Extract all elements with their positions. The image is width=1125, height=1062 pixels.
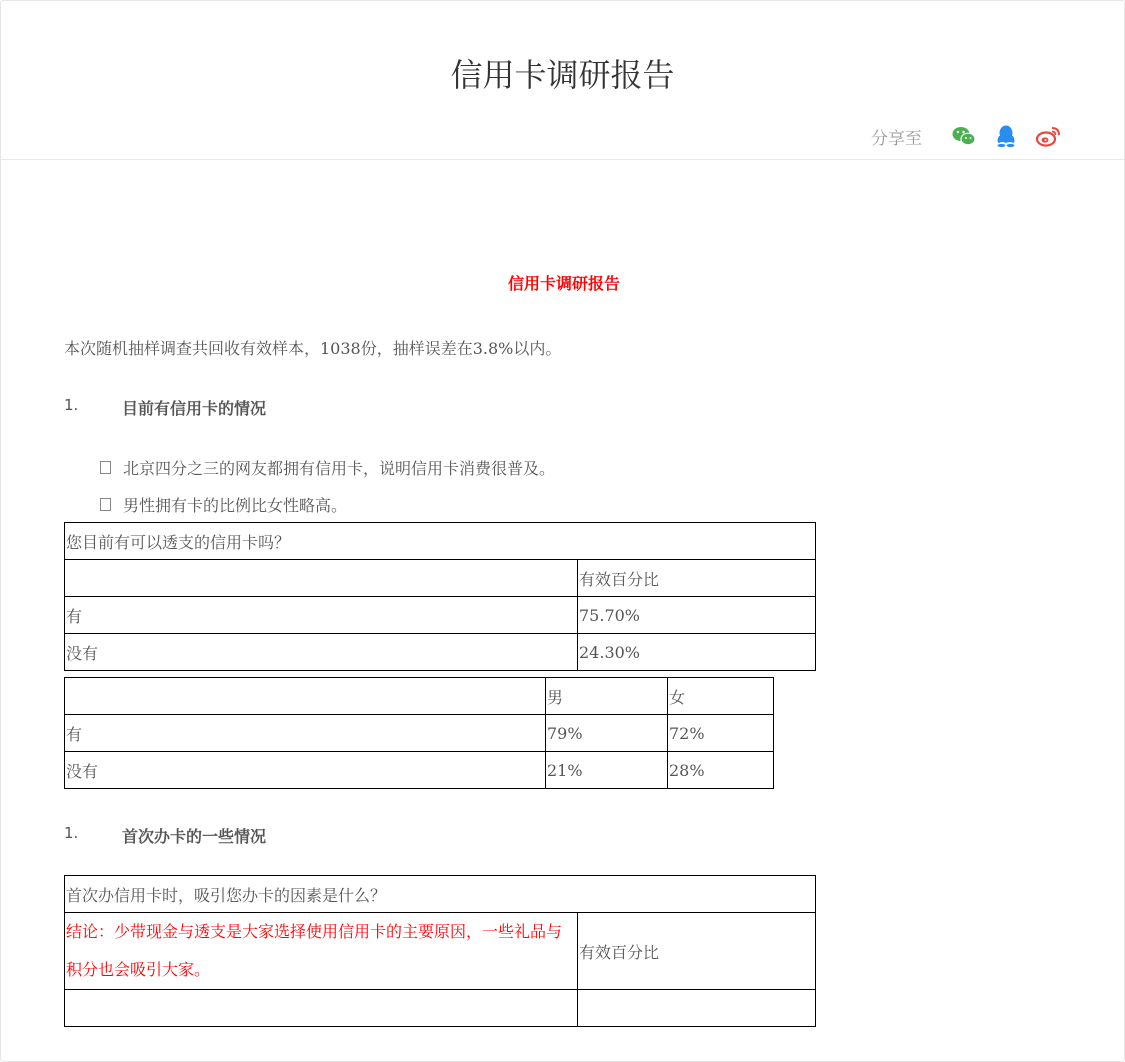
- table-cell: 没有: [65, 752, 546, 789]
- table-cell: 72%: [668, 715, 774, 752]
- conclusion-text: 结论：少带现金与透支是大家选择使用信用卡的主要原因，一些礼品与积分也会吸引大家。: [66, 922, 563, 979]
- table-header-cell: 有效百分比: [578, 913, 816, 990]
- table-header-cell: 女: [668, 678, 774, 715]
- share-bar: [871, 121, 1062, 151]
- table-cell: 75.70%: [578, 597, 816, 634]
- intro-paragraph: 本次随机抽样调查共回收有效样本，1038份，抽样误差在3.8%以内。: [64, 339, 562, 358]
- bullet-text: 北京四分之三的网友都拥有信用卡，说明信用卡消费很普及。: [123, 459, 556, 478]
- qq-icon[interactable]: [992, 122, 1020, 150]
- share-label: 分享至: [871, 128, 922, 149]
- table-cell: 79%: [546, 715, 668, 752]
- wechat-icon[interactable]: [950, 122, 978, 150]
- table-cell: 有: [65, 715, 546, 752]
- article-header: [1, 1, 1124, 160]
- section-heading-1: [64, 396, 266, 419]
- table-cell: 28%: [668, 752, 774, 789]
- table-row: [65, 597, 816, 634]
- table-header-cell: 有效百分比: [578, 560, 816, 597]
- conclusion-cell: [65, 913, 578, 990]
- table-row: [65, 876, 816, 913]
- table-header-cell: [65, 678, 546, 715]
- table-header-cell: [65, 560, 578, 597]
- first-card-factors-table: [64, 875, 816, 1027]
- table-cell: [578, 990, 816, 1027]
- section-title: 目前有信用卡的情况: [122, 399, 267, 418]
- card-ownership-table: [64, 522, 816, 671]
- section-heading-2: [64, 824, 266, 847]
- table-row: [65, 715, 774, 752]
- bullet-box-icon: [100, 461, 111, 474]
- table-cell: [65, 990, 578, 1027]
- table-cell: 没有: [65, 634, 578, 671]
- table-header-cell: 男: [546, 678, 668, 715]
- table-row: [65, 523, 816, 560]
- table-question-cell: 您目前有可以透支的信用卡吗？: [65, 523, 816, 560]
- table-row: [65, 678, 774, 715]
- page-title: 信用卡调研报告: [450, 56, 675, 94]
- article-title: 信用卡调研报告: [507, 274, 620, 293]
- table-row: [65, 990, 816, 1027]
- table-row: [65, 752, 774, 789]
- table-question-cell: 首次办信用卡时，吸引您办卡的因素是什么？: [65, 876, 816, 913]
- bullet-box-icon: [100, 498, 111, 511]
- bullet-text: 男性拥有卡的比例比女性略高。: [123, 496, 348, 515]
- table-cell: 有: [65, 597, 578, 634]
- gender-ownership-table: [64, 677, 774, 789]
- table-row: [65, 913, 816, 990]
- weibo-icon[interactable]: [1034, 122, 1062, 150]
- bullet-item: [100, 493, 347, 516]
- bullet-item: [100, 456, 555, 479]
- section-number: 1.: [64, 824, 79, 842]
- table-row: [65, 634, 816, 671]
- table-row: [65, 560, 816, 597]
- table-cell: 21%: [546, 752, 668, 789]
- section-number: 1.: [64, 396, 79, 414]
- section-title: 首次办卡的一些情况: [122, 827, 267, 846]
- table-cell: 24.30%: [578, 634, 816, 671]
